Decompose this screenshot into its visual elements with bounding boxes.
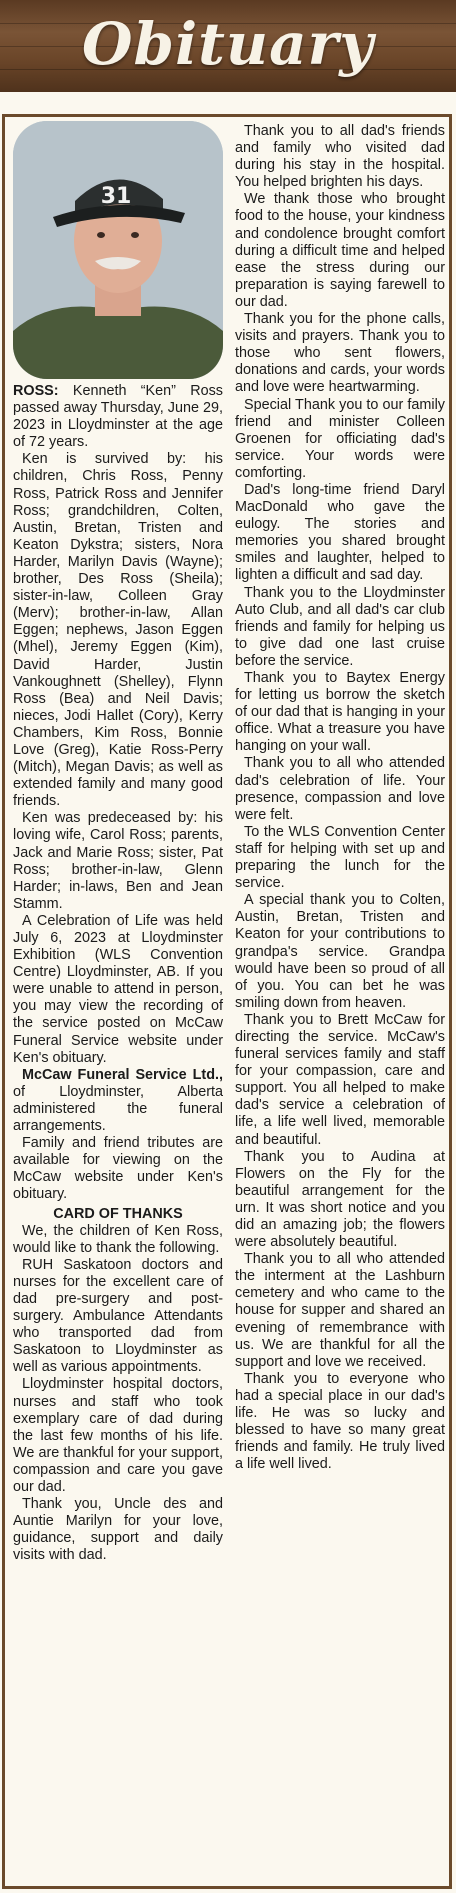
obituary-paragraph: Ken was predeceased by: his loving wife, Carol Ross; parents, Jack and Marie Ross; sister, Pat Ross; brother-in-law, Glenn Harder; in-laws, Ben and Jean Stamm. bbox=[13, 810, 223, 912]
thanks-paragraph: We thank those who brought food to the house, your kindness and condolence brought comfort during a difficult time and helped ease the stress during our preparation is saying farewell to our dad. bbox=[235, 191, 445, 310]
obituary-paragraph bbox=[13, 383, 223, 451]
paragraph-text: of Lloydminster, Alberta administered the funeral arrangements. bbox=[13, 1083, 223, 1135]
cap-number: 31 bbox=[100, 184, 132, 209]
paragraph-text: Kenneth “Ken” Ross passed away Thursday, June 29, 2023 in Lloydminster at the age of 72 years. bbox=[13, 383, 223, 451]
left-text bbox=[13, 383, 223, 1564]
portrait-photo bbox=[13, 121, 223, 379]
obituary-paragraph: Lloydminster hospital doctors, nurses and staff who took exemplary care of dad during the last few months of his life. We are thankful for your support, compassion and care you gave our dad. bbox=[13, 1376, 223, 1495]
right-column bbox=[235, 123, 445, 1473]
left-column bbox=[13, 121, 223, 1564]
thanks-paragraph: Dad's long-time friend Daryl MacDonald who gave the eulogy. The stories and memories you shared brought smiles and laughter, helped to lighten a difficult and sad day. bbox=[235, 481, 445, 584]
obituary-paragraph: We, the children of Ken Ross, would like to thank the following. bbox=[13, 1222, 223, 1256]
obituary-frame bbox=[2, 114, 452, 1889]
thanks-paragraph: To the WLS Convention Center staff for helping with set up and preparing the lunch for the service. bbox=[235, 823, 445, 892]
obituary-paragraph: A Celebration of Life was held July 6, 2023 at Lloydminster Exhibition (WLS Convention Centre) Lloydminster, AB. If you were unable to attend in person, you may view the recording of the service posted on McCaw Funeral Service website under Ken's obituary. bbox=[13, 912, 223, 1066]
thanks-paragraph: Thank you to the Lloydminster Auto Club, and all dad's car club friends and family for helping us to give dad one last cruise before the service. bbox=[235, 584, 445, 669]
obituary-paragraph: Ken is survived by: his children, Chris Ross, Penny Ross, Patrick Ross and Jennifer Ross; grandchildren, Colten, Austin, Bretan, Tristen and Keaton Dykstra; sisters, Nora Harder, Marilyn Davis (Wayne); brother, Des Ross (Sheila); sister-in-law, Colleen Gray (Merv); brother-in-law, Allan Eggen; nephews, Jason Eggen (Mhel), Jeremy Eggen (Kim), David Harder, Justin Vankoughnett (Shelley), Flynn Ross (Bea) and Neil Davis; nieces, Jodi Hallet (Cory), Kerry Chambers, Kim Ross, Bonnie Love (Greg), Katie Ross-Perry (Mitch), Megan Davis; as well as extended family and many good friends. bbox=[13, 451, 223, 810]
bold-lead: ROSS: bbox=[13, 383, 59, 399]
thanks-paragraph: Thank you to Audina at Flowers on the Fly for the beautiful arrangement for the urn. It was short notice and you did an amazing job; the flowers were absolutely beautiful. bbox=[235, 1148, 445, 1251]
obituary-paragraph: Thank you, Uncle des and Auntie Marilyn for your love, guidance, support and daily visits with dad. bbox=[13, 1496, 223, 1564]
thanks-paragraph: Thank you to all who attended the interment at the Lashburn cemetery and who came to the house for supper and shared an evening of remembrance with us. We are thankful for all the support and love we received. bbox=[235, 1251, 445, 1370]
thanks-paragraph: Thank you for the phone calls, visits and prayers. Thank you to those who sent flowers, donations and cards, your words and love were heartwarming. bbox=[235, 311, 445, 396]
thanks-paragraph: Thank you to Brett McCaw for directing the service. McCaw's funeral services family and staff for your compassion, care and support. You all helped to make dad's service a celebration of life, a life well lived, memorable and beautiful. bbox=[235, 1011, 445, 1148]
obituary-paragraph: RUH Saskatoon doctors and nurses for the excellent care of dad pre-surgery and post-surgery. Ambulance Attendants who transported dad from Saskatoon to Lloydminster as well as various appointments. bbox=[13, 1256, 223, 1376]
portrait-image bbox=[13, 121, 223, 379]
card-of-thanks-heading: CARD OF THANKS bbox=[53, 1205, 183, 1222]
thanks-paragraph: A special thank you to Colten, Austin, Bretan, Tristen and Keaton for your contributions to grandpa's service. Grandpa would have been so proud of all of you. You can bet he was smiling down from heaven. bbox=[235, 892, 445, 1011]
thanks-paragraph: Thank you to all dad's friends and family who visited dad during his stay in the hospital. You helped brighten his days. bbox=[235, 123, 445, 191]
obituary-banner bbox=[0, 0, 456, 92]
obituary-paragraph: Family and friend tributes are available for viewing on the McCaw website under Ken's obituary. bbox=[13, 1135, 223, 1203]
thanks-paragraph: Thank you to everyone who had a special place in our dad's life. He was so lucky and blessed to have so many great friends and family. He truly lived a life well lived. bbox=[235, 1370, 445, 1473]
right-text bbox=[235, 123, 445, 1473]
thanks-paragraph: Thank you to Baytex Energy for letting us borrow the sketch of our dad that is hanging in your office. What a treasure you have hanging on your wall. bbox=[235, 670, 445, 755]
thanks-paragraph: Special Thank you to our family friend and minister Colleen Groenen for officiating dad's service. Your words were comforting. bbox=[235, 396, 445, 481]
bold-lead: McCaw Funeral Service Ltd., bbox=[22, 1066, 223, 1083]
obituary-paragraph bbox=[13, 1067, 223, 1135]
page-title: Obituary bbox=[82, 10, 374, 78]
thanks-paragraph: Thank you to all who attended dad's celebration of life. Your presence, compassion and love were felt. bbox=[235, 755, 445, 823]
